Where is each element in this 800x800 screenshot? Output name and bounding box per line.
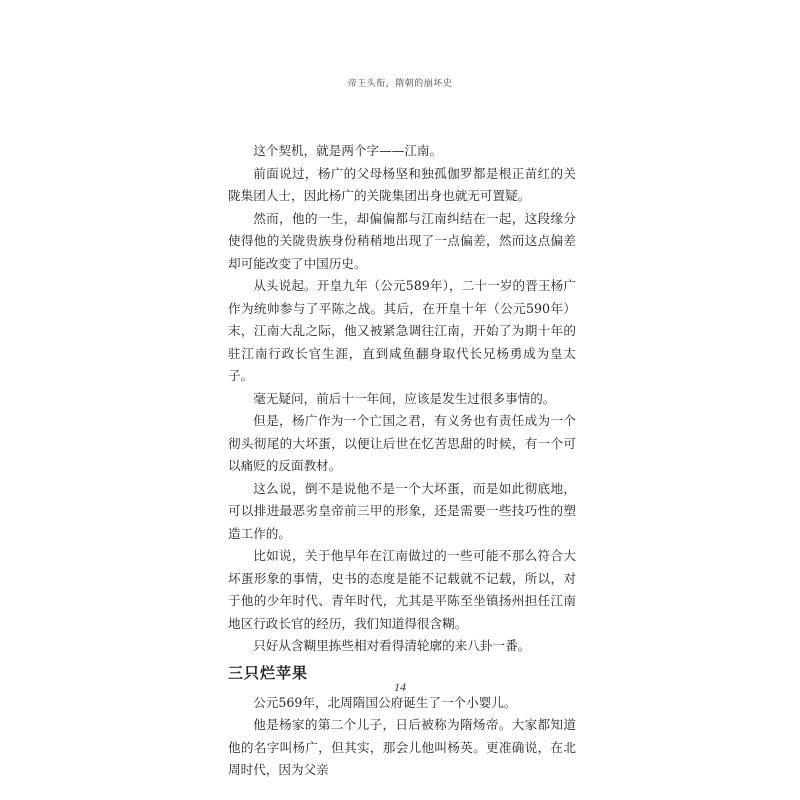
paragraph: 然而，他的一生，却偏偏都与江南纠结在一起，这段缘分使得他的关陇贵族身份稍稍地出现了一点偏差，然而这点偏差却可能改变了中国历史。 [228, 210, 576, 271]
paragraph: 这个契机，就是两个字——江南。 [253, 143, 443, 158]
paragraph: 前面说过，杨广的父母杨坚和独孤伽罗都是根正苗红的关陇集团人士，因此杨广的关陇集团出身也就无可置疑。 [228, 165, 576, 203]
section-heading: 三只烂苹果 [228, 663, 309, 682]
paragraph: 公元569年，北周隋国公府诞生了一个小婴儿。 [253, 694, 517, 710]
paragraph: 只好从含糊里拣些相对看得清轮廓的来八卦一番。 [253, 638, 531, 653]
paragraph: 但是，杨广作为一个亡国之君，有义务也有责任成为一个彻头彻尾的大坏蛋，以便让后世在忆苦思甜的时候，有一个可以痛贬的反面教材。 [228, 413, 576, 473]
paragraph: 这么说，倒不是说他不是一个大坏蛋，而是如此彻底地，可以排进最恶劣皇帝前三甲的形象，还是需要一些技巧性的塑造工作的。 [228, 480, 576, 541]
running-head: 帝王头衔，隋朝的崩坏史 [347, 79, 453, 89]
paragraph: 比如说，关于他早年在江南做过的一些可能不那么符合大坏蛋形象的事情，史书的态度是能不记载就不记载，所以，对于他的少年时代、青年时代，尤其是平陈至坐镇扬州担任江南地区行政长官的经历，我们知道得很含糊。 [228, 548, 576, 631]
paragraph: 毫无疑问，前后十一年间，应该是发生过很多事情的。 [253, 390, 556, 406]
paragraph: 从头说起。开皇九年（公元589年），二十一岁的晋王杨广作为统帅参与了平陈之战。其后，在开皇十年（公元590年）末，江南大乱之际，他又被紧急调往江南，开始了为期十年的驻江南行政长官生涯，直到咸鱼翻身取代长兄杨勇成为皇太子。 [228, 278, 576, 383]
page-number: 14 [394, 680, 406, 694]
paragraph: 他是杨家的第二个儿子，日后被称为隋炀帝。大家都知道他的名字叫杨广，但其实，那会儿他叫杨英。更准确说，在北周时代，因为父亲 [228, 717, 576, 777]
